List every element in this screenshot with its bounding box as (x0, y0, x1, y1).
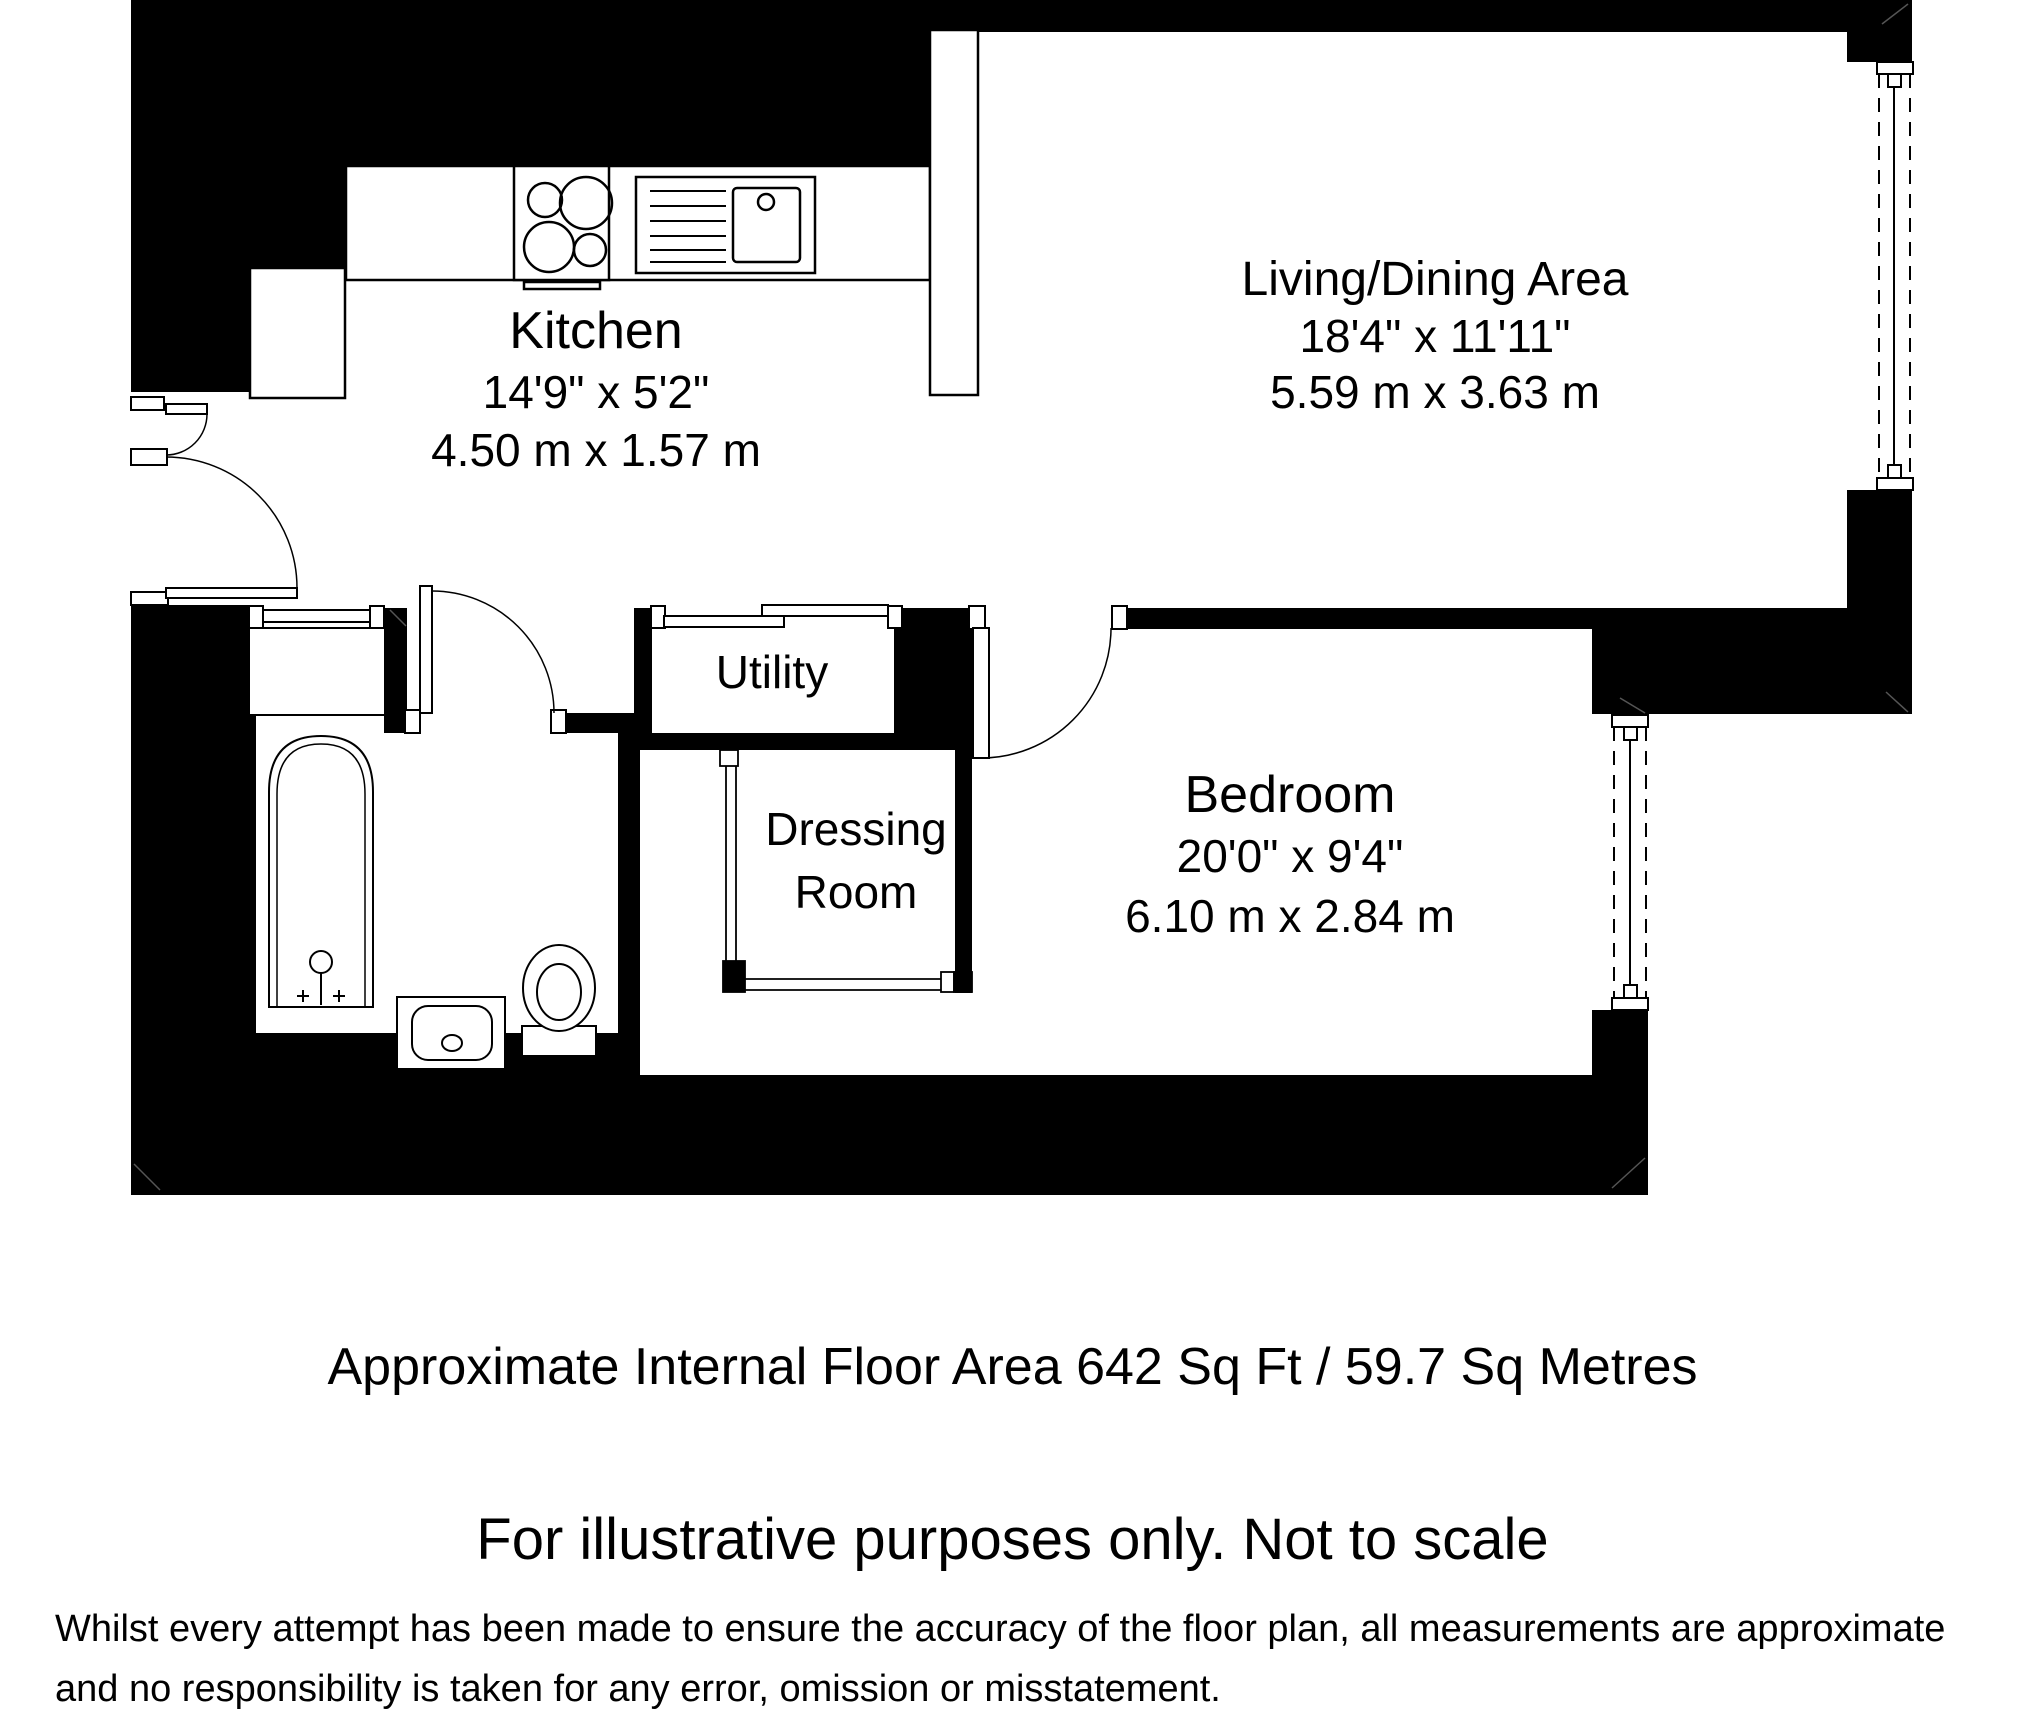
entry-door-leaf-small (166, 404, 207, 414)
wall-right-mid (1847, 490, 1912, 610)
wall-bedroom-right-lower (1592, 1010, 1648, 1195)
bedroom-door (969, 606, 1127, 758)
kitchen-dims-metric: 4.50 m x 1.57 m (431, 424, 761, 476)
wall-bathroom-dressing-divider (618, 733, 640, 1075)
bathtub-icon (269, 736, 373, 1007)
partition-post (723, 961, 745, 992)
utility-sliding-doors (651, 605, 902, 628)
door-jamb (651, 606, 665, 628)
living-dining-label: Living/Dining Area (1241, 253, 1629, 306)
disclaimer-line-2: and no responsibility is taken for any error, omission or misstatement. (55, 1668, 1221, 1710)
living-dining-dims-imperial: 18'4" x 11'11" (1299, 310, 1571, 362)
kitchen-peninsula-counter (930, 30, 978, 395)
bedroom-door-leaf (973, 628, 989, 758)
hall-cupboard-box (249, 628, 385, 715)
living-window (1877, 62, 1913, 490)
door-jamb (370, 606, 384, 628)
door-jamb (249, 606, 263, 628)
door-swing-arc (432, 591, 554, 713)
wall-topleft-c (345, 0, 930, 166)
door-jamb (888, 606, 902, 628)
door-jamb (131, 397, 164, 410)
dressing-room-label-line2: Room (794, 866, 918, 918)
hob-icon (514, 166, 612, 289)
door-jamb (969, 606, 985, 629)
wall-topleft-a (131, 0, 251, 392)
door-jamb (131, 449, 167, 465)
toilet-icon (522, 945, 596, 1056)
kitchen-label: Kitchen (509, 302, 683, 360)
floor-area-text: Approximate Internal Floor Area 642 Sq Ft / 59.7 Sq Metres (327, 1338, 1698, 1396)
bedroom-dims-imperial: 20'0" x 9'4" (1176, 830, 1404, 882)
sliding-door-panel (664, 616, 784, 627)
wall-cupboard-right (384, 608, 407, 733)
door-jamb (405, 710, 420, 733)
basin-icon (397, 997, 505, 1069)
wall-utility-bottom (634, 733, 902, 750)
door-jamb (941, 972, 954, 992)
door-jamb (131, 592, 168, 605)
entry-door-leaf-large (166, 588, 297, 598)
utility-label: Utility (715, 646, 829, 698)
kitchen-dims-imperial: 14'9" x 5'2" (482, 366, 710, 418)
room-labels (431, 253, 1629, 942)
living-dining-dims-metric: 5.59 m x 3.63 m (1270, 366, 1600, 418)
bedroom-label: Bedroom (1184, 766, 1396, 824)
cupboard-sliding-door (263, 610, 370, 622)
door-swing-arc (166, 457, 297, 588)
partition-post (954, 972, 972, 992)
wall-bathroom-top (558, 713, 640, 733)
wall-topleft-b (250, 0, 346, 268)
not-to-scale-text: For illustrative purposes only. Not to scale (476, 1507, 1549, 1572)
door-jamb (551, 710, 566, 733)
entry-door (131, 397, 297, 605)
wall-bedroom-left (955, 750, 972, 993)
disclaimer-line-1: Whilst every attempt has been made to ensure the accuracy of the floor plan, all measurements are approximate (55, 1608, 1946, 1650)
door-jamb (1112, 606, 1127, 629)
kitchen-sink-icon (636, 177, 815, 273)
door-jamb (720, 750, 738, 766)
bedroom-dims-metric: 6.10 m x 2.84 m (1125, 890, 1455, 942)
wall-living-bottom-right (1592, 608, 1912, 714)
sliding-door-panel (762, 605, 888, 616)
door-swing-arc (981, 628, 1111, 758)
bedroom-window (1612, 715, 1648, 1010)
wall-bedroom-top (1127, 608, 1592, 629)
wall-utility-right (894, 608, 972, 750)
kitchen-recess-unit (250, 268, 345, 398)
hall-cupboard (249, 606, 385, 715)
bathroom-door-leaf (420, 586, 432, 713)
dressing-room-label-line1: Dressing (765, 803, 947, 855)
door-swing-arc (166, 414, 207, 455)
